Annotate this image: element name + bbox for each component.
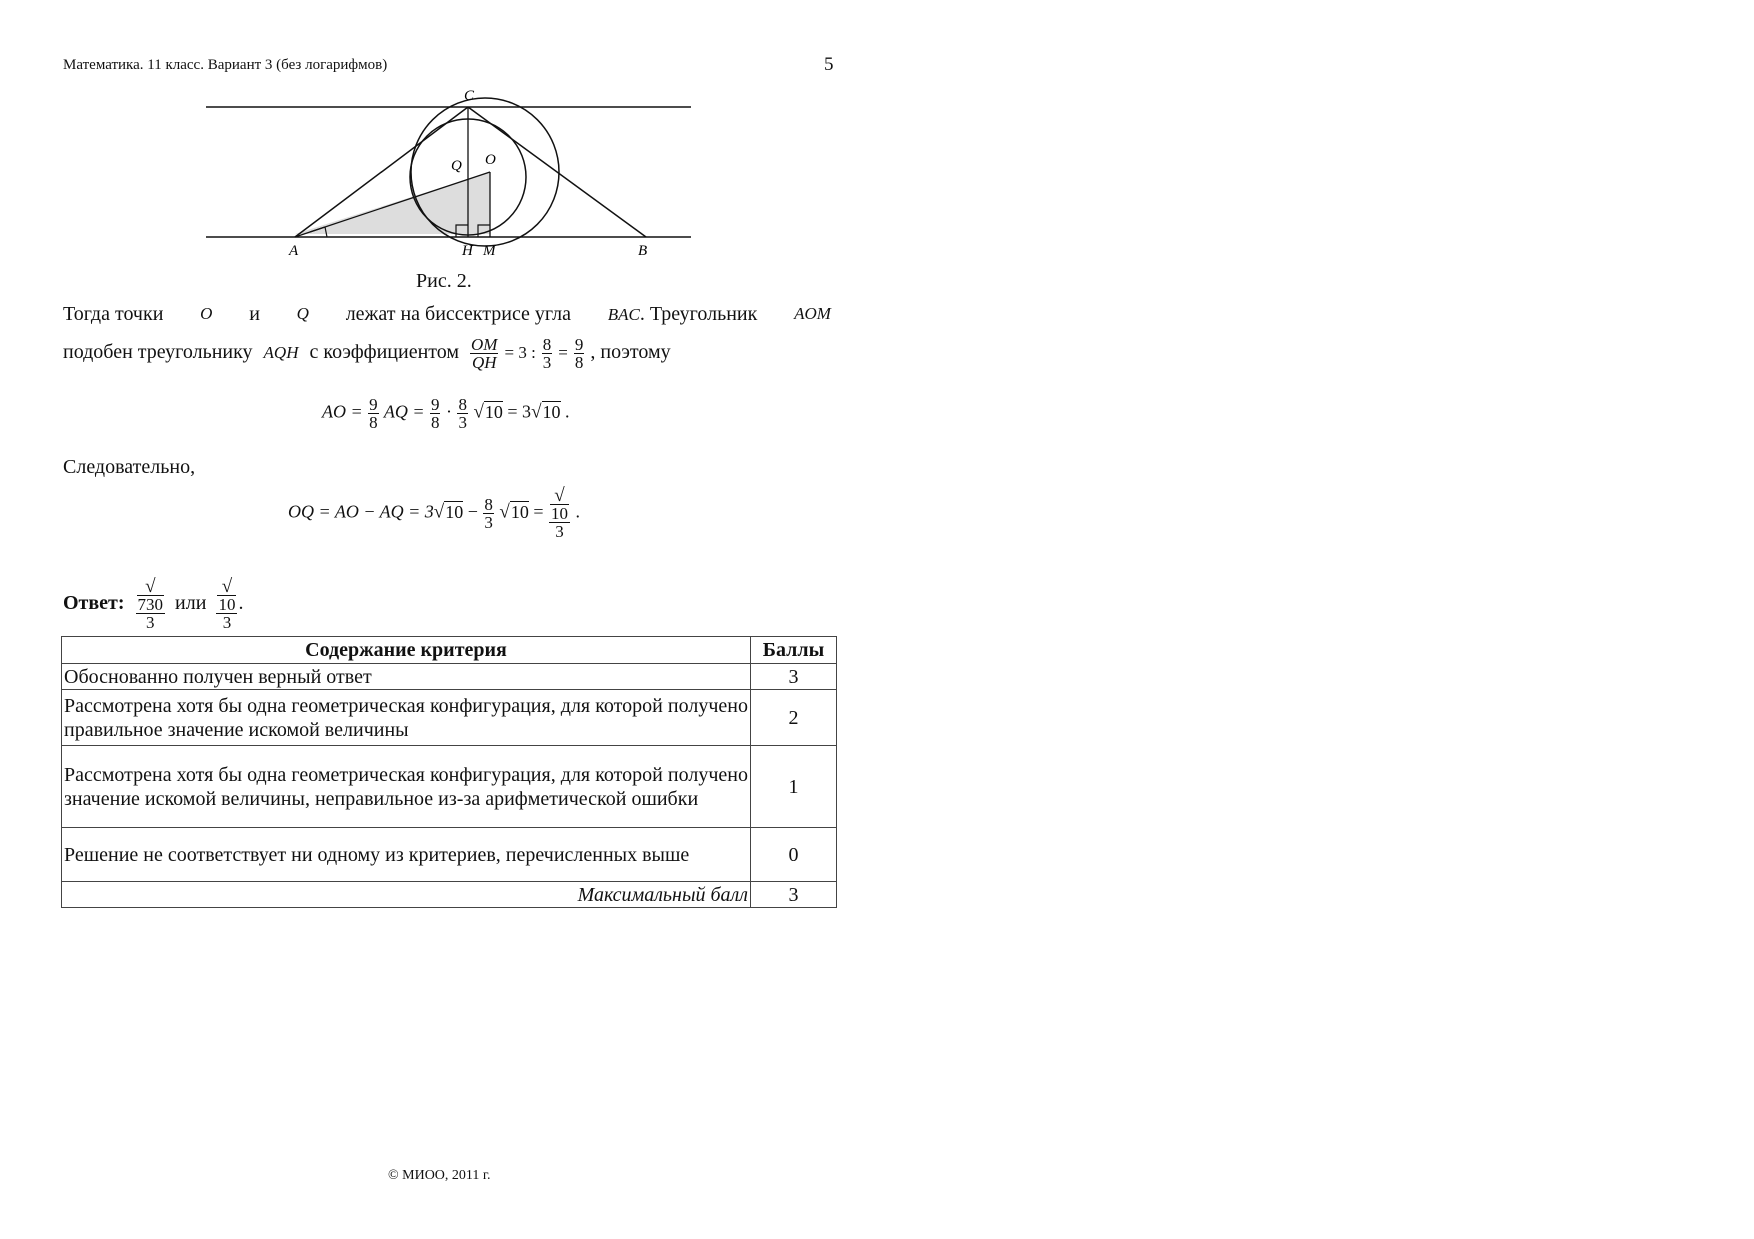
criterion-points: 0 [751,828,837,882]
p1-text-b: лежат на биссектрисе угла [345,303,571,325]
table-header-row [62,637,837,664]
eq1-8c: 8 [458,395,467,414]
table-max-row [62,882,837,908]
answer-radicand-2: 10 [218,595,236,614]
paragraph-2 [63,336,671,371]
hence-text: Следовательно, [63,456,196,478]
eq2-radicand-3: 10 [550,504,568,523]
sqrt-sign-2: √ [531,401,542,423]
answer-line [63,578,243,631]
sqrt-sign-7: √ [221,576,233,597]
eq2-8: 8 [484,495,493,514]
criterion-text: Рассмотрена хотя бы одна геометрическая конфигурация, для которой получено значение искомой величины, неправильное из-за арифметической ошибки [62,746,751,828]
p1-point-o: O [200,304,213,323]
criteria-table [61,636,837,908]
eq2-lhs: OQ = AO − AQ = 3 [288,501,434,522]
eq1-8: 8 [369,413,378,432]
eq1-9: 9 [369,395,378,414]
answer-label: Ответ: [63,592,125,615]
eq2-end: . [575,501,580,522]
label-a: A [289,243,299,259]
equation-oq [288,487,580,540]
sqrt-sign-5: √ [554,485,565,506]
eq1-ao: AO = [322,401,363,422]
eq1-3: 3 [458,413,467,432]
label-o: O [485,152,496,168]
sqrt-sign-3: √ [433,501,445,523]
answer-frac-2-top [216,578,237,614]
criterion-points: 2 [751,690,837,746]
eq1-radicand-2: 10 [542,401,561,422]
fraction-9-8 [574,336,585,371]
eq2-3b: 3 [555,522,564,541]
eq2-radicand-2: 10 [510,501,529,522]
label-q: Q [451,158,462,174]
eq2-minus: − [467,501,478,522]
table-row [62,690,837,746]
geometry-figure [200,82,700,267]
max-points: 3 [751,882,837,908]
page-number: 5 [824,54,834,75]
max-label: Максимальный балл [62,882,751,908]
p2-text-c: , поэтому [590,341,671,364]
frac-om: OM [471,335,498,354]
p2-eq2: = [558,343,568,363]
answer-or: или [175,592,207,615]
eq1-aq: AQ = [383,401,425,422]
frac-qh: QH [471,353,497,372]
sqrt-sign-4: √ [499,501,510,523]
label-c: C [464,88,475,104]
p2-eq1: = 3 : [504,343,536,363]
label-h: H [462,243,473,259]
eq1-frac-9-8 [368,396,379,431]
eq2-eq: = [533,501,544,522]
eq1-frac-9-8b [430,396,441,431]
p2-triangle-aqh: AQH [263,343,299,363]
criterion-text: Рассмотрена хотя бы одна геометрическая конфигурация, для которой получено правильное значение искомой величины [62,690,751,746]
table-row [62,828,837,882]
p1-text-a: Тогда точки [63,303,164,325]
answer-frac-2 [216,578,237,631]
fraction-om-qh [470,336,498,371]
eq2-frac-top [549,487,570,523]
p1-text-c: . Треугольник [639,303,758,325]
eq1-end: . [565,401,570,422]
p1-and: и [249,303,260,325]
criterion-text: Обоснованно получен верный ответ [62,664,751,690]
figure-caption: Рис. 2. [416,270,472,292]
answer-denominator-2: 3 [222,613,232,632]
criterion-points: 3 [751,664,837,690]
frac-3: 3 [542,353,552,372]
eq1-frac-8-3 [457,396,468,431]
eq2-frac-sqrt10-3 [549,487,570,540]
sqrt-sign-6: √ [145,576,156,597]
p2-text-a: подобен треугольнику [63,341,253,364]
paragraph-1 [63,302,831,327]
footer-copyright: © МИОО, 2011 г. [388,1168,491,1183]
fraction-8-3 [542,336,553,371]
eq1-eq3: = 3 [507,401,532,422]
p2-text-b: с коэффициентом [309,341,460,364]
header-points: Баллы [751,637,837,664]
frac-8b: 8 [574,353,584,372]
sqrt-sign-1: √ [473,401,484,423]
p1-angle-bac: BAC [607,305,640,324]
answer-denominator-1: 3 [146,613,155,632]
equation-ao [322,396,570,431]
eq2-radicand-1: 10 [445,501,464,522]
page-header: Математика. 11 класс. Вариант 3 (без логарифмов) [63,57,388,73]
header-criterion: Содержание критерия [62,637,751,664]
answer-end: . [238,592,244,615]
frac-9: 9 [574,335,584,354]
eq2-3: 3 [484,513,493,532]
answer-frac-1 [136,578,166,631]
label-m: M [483,243,496,259]
eq1-8b: 8 [430,413,440,432]
eq1-dot: · [445,401,452,422]
table-row [62,664,837,690]
answer-frac-1-top [136,578,166,614]
side-bc [468,107,646,237]
criterion-text: Решение не соответствует ни одному из критериев, перечисленных выше [62,828,751,882]
eq1-9b: 9 [430,395,440,414]
criterion-points: 1 [751,746,837,828]
p1-point-q: Q [296,304,309,323]
table-row [62,746,837,828]
answer-radicand-1: 730 [137,595,164,614]
p1-triangle-aom: AOM [794,304,831,323]
frac-8: 8 [542,335,552,354]
label-b: B [638,243,648,259]
eq2-frac-8-3 [483,496,494,531]
eq1-radicand-1: 10 [484,401,503,422]
